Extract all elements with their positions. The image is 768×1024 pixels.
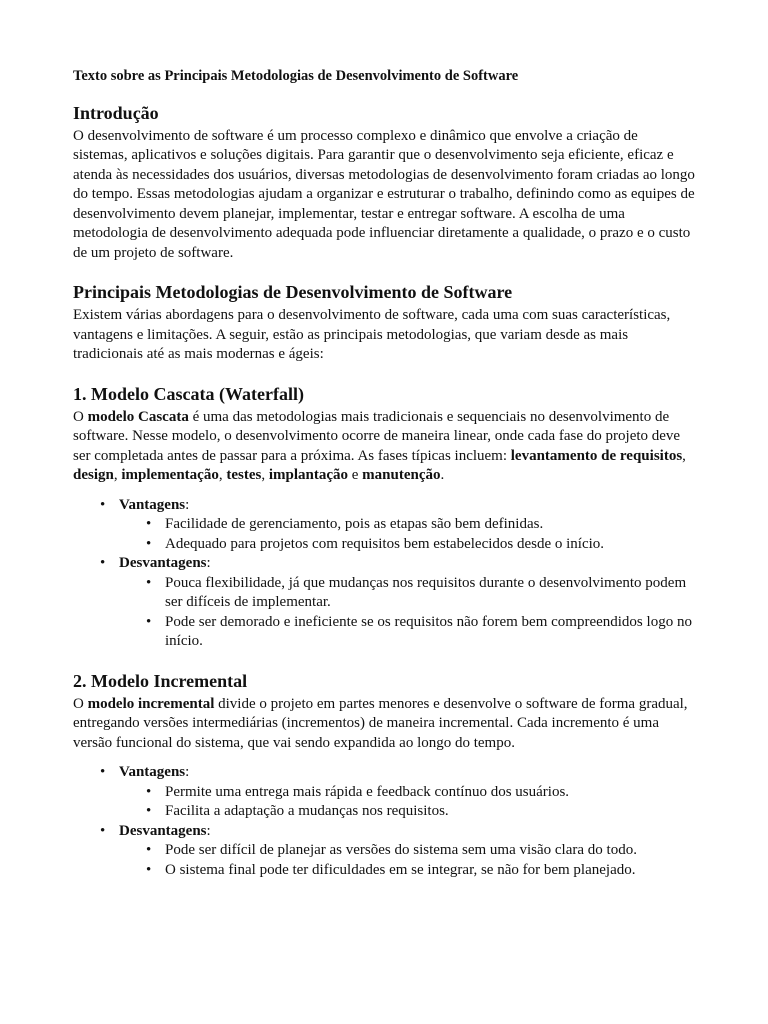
intro-heading: Introdução [73,102,159,123]
list-item: • Facilita a adaptação a mudanças nos requisitos. [119,802,695,822]
phase-design: design [73,467,114,483]
phase-manutencao: manutenção [362,467,441,483]
incremental-term: modelo incremental [87,695,215,712]
document-title: Texto sobre as Principais Metodologias de Desenvolvimento de Software [73,68,519,84]
list-item: • Permite uma entrega mais rápida e feedback contínuo dos usuários. [119,783,695,803]
methodologies-paragraph: Existem várias abordagens para o desenvolvimento de software, cada uma com suas características, vantagens e limitações. A seguir, estão as principais metodologias, que variam desde as mais tradicionais até as mais modernas e ágeis: [73,307,671,362]
incremental-advantages-list [119,783,695,822]
list-item: • Pode ser demorado e ineficiente se os requisitos não forem bem compreendidos logo no início. [119,613,695,652]
phase-testes: testes [226,467,262,483]
list-item: • Desvantagens: • Pode ser difícil de planejar as versões do sistema sem uma visão clara do todo. • O sistema final pode ter dificuldades em se integrar, se não for bem planejado. [73,822,695,881]
phase-implantacao: implantação [268,467,348,483]
waterfall-advantages-list [119,515,695,554]
intro-paragraph: O desenvolvimento de software é um processo complexo e dinâmico que envolve a criação de sistemas, aplicativos e soluções digitais. Para garantir que o desenvolvimento seja eficiente, eficaz e atenda às necessidades dos usuários, diversas metodologias de desenvolvimento foram criadas ao longo do tempo. Essas metodologias ajudam a organizar e estruturar o trabalho, definindo como as equipes de desenvolvimento devem planejar, implementar, testar e entregar software. A escolha de uma metodologia de desenvolvimento adequada pode influenciar diretamente a qualidade, o prazo e o custo de um projeto de software. [73,127,695,261]
advantages-label: Vantagens [119,764,186,780]
list-item: • Pouca flexibilidade, já que mudanças nos requisitos durante o desenvolvimento podem ser difíceis de implementar. [119,574,695,613]
advantages-label: Vantagens [119,496,186,513]
list-item: • Pode ser difícil de planejar as versões do sistema sem uma visão clara do todo. [119,841,695,861]
incremental-pros-cons-list [73,763,695,880]
waterfall-term: modelo Cascata [87,408,189,425]
list-item: • Adequado para projetos com requisitos bem estabelecidos desde o início. [119,535,695,555]
incremental-paragraph: O modelo incremental divide o projeto em partes menores e desenvolve o software de forma gradual, entregando versões intermediárias (incrementos) de maneira incremental. Cada incremento é uma versão funcional do sistema, que vai sendo expandida ao longo do tempo. [73,695,688,751]
waterfall-heading: 1. Modelo Cascata (Waterfall) [73,383,304,404]
list-item: • Vantagens: • Facilidade de gerenciamento, pois as etapas são bem definidas. • Adequado para projetos com requisitos bem estabelecidos desde o início. [73,496,695,555]
disadvantages-label: Desvantagens [119,822,207,839]
waterfall-disadvantages-list [119,574,695,652]
disadvantages-label: Desvantagens [119,555,207,571]
waterfall-pros-cons-list [73,496,695,652]
list-item: • Facilidade de gerenciamento, pois as etapas são bem definidas. [119,515,695,535]
waterfall-paragraph: O modelo Cascata é uma das metodologias mais tradicionais e sequenciais no desenvolvimento de software. Nesse modelo, o desenvolvimento ocorre de maneira linear, onde cada fase do projeto deve ser completada antes de passar para a próxima. As fases típicas incluem: levantamento de requisitos, design, implementação, testes, implantação e manutenção. [73,408,686,483]
incremental-heading: 2. Modelo Incremental [73,670,248,691]
incremental-disadvantages-list [119,841,695,880]
phase-implementacao: implementação [121,467,219,483]
methodologies-heading: Principais Metodologias de Desenvolvimento de Software [73,282,513,302]
phase-requisitos: levantamento de requisitos [510,447,683,464]
list-item: • Desvantagens: • Pouca flexibilidade, já que mudanças nos requisitos durante o desenvolvimento podem ser difíceis de implementar. • Pode ser demorado e ineficiente se os requisitos não forem bem compreendidos logo no início. [73,554,695,652]
list-item: • Vantagens: • Permite uma entrega mais rápida e feedback contínuo dos usuários. • Facilita a adaptação a mudanças nos requisitos. [73,763,695,822]
list-item: • O sistema final pode ter dificuldades em se integrar, se não for bem planejado. [119,861,695,881]
